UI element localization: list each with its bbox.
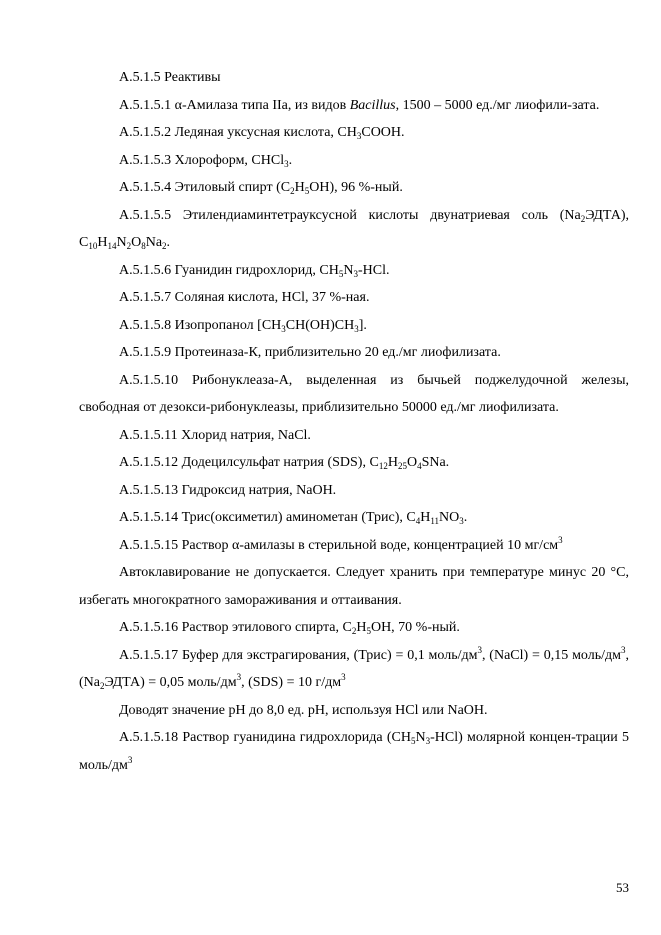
paragraph-proteinase-k: А.5.1.5.9 Протеиназа-К, приблизительно 20 ед./мг лиофилизата. <box>119 345 501 360</box>
paragraph-guanidine-solution: А.5.1.5.18 Раствор гуанидина гидрохлорида $(CH_5N_3-HCl)$ молярной концен-трации 5 моль/$дм^3$ <box>79 730 630 773</box>
page-number: 53 <box>616 880 629 895</box>
paragraph-tris: А.5.1.5.14 Трис(оксиметил) аминометан (Трис), $C_4H_{11}NO_3$. <box>119 510 468 526</box>
paragraph-hcl: А.5.1.5.7 Соляная кислота, HCl, 37 %-ная. <box>119 290 370 305</box>
paragraph-sds: А.5.1.5.12 Додецилсульфат натрия (SDS), $C_{12}H_{25}O_4SNa$. <box>119 455 450 471</box>
paragraph-isopropanol: А.5.1.5.8 Изопропанол $[CH_3CH(OH)CH_3]$. <box>119 317 367 334</box>
paragraph-edta: А.5.1.5.5 Этилендиаминтетрауксусной кислоты двунатриевая соль $(Na_2ЭДТА)$, $C_{10}H_{14}N_2O_8Na_2$. <box>79 207 629 251</box>
paragraph-nacl: А.5.1.5.11 Хлорид натрия, NaCl. <box>119 427 311 443</box>
paragraph-ph-adjust: Доводят значение pH до 8,0 ед. pH, используя HCl или NaOH. <box>119 702 488 718</box>
paragraph-ribonuclease: А.5.1.5.10 Рибонуклеаза-А, выделенная из бычьей поджелудочной железы, свободная от дезокси-рибонуклеазы, приблизительно 50000 ед./мг лиофилизата. <box>79 372 629 415</box>
paragraph-amylase: А.5.1.5.1 α-Амилаза типа IIa, из видов Bacillus, 1500 – 5000 ед./мг лиофили-зата. <box>119 97 600 113</box>
paragraph-acetic-acid: А.5.1.5.2 Ледяная уксусная кислота, $CH_3COOH$. <box>119 125 405 141</box>
paragraph-extraction-buffer: А.5.1.5.17 Буфер для экстрагирования, (Трис) = 0,1 моль/$дм^3$, (NaCl) = 0,15 моль/$дм^3$, $(Na_2ЭДТА) = 0,05$ моль/$дм^3$, (SDS) = 10 $г/дм^3$ <box>79 644 629 691</box>
paragraph-chloroform: А.5.1.5.3 Хлороформ, CHCl$_3$. <box>119 152 293 169</box>
paragraph-guanidine: А.5.1.5.6 Гуанидин гидрохлорид, $CH_5N_3$-HCl. <box>119 262 390 279</box>
paragraph-naoh: А.5.1.5.13 Гидроксид натрия, NaOH. <box>119 482 337 498</box>
paragraph-amylase-solution: А.5.1.5.15 Раствор α-амилазы в стерильной воде, концентрацией 10 $мг/см^3$ <box>119 534 563 553</box>
paragraph-ethanol-solution: А.5.1.5.16 Раствор этилового спирта, $C_2H_5OH$, 70 %-ный. <box>119 620 460 636</box>
document-body <box>79 64 629 779</box>
paragraph-ethanol: А.5.1.5.4 Этиловый спирт $(C_2H_5OH)$, 96 %-ный. <box>119 180 403 196</box>
paragraph-reagents-heading: А.5.1.5 Реактивы <box>119 70 221 85</box>
paragraph-storage-note: Автоклавирование не допускается. Следует хранить при температуре минус 20 °C, избегать многократного замораживания и оттаивания. <box>79 565 629 608</box>
